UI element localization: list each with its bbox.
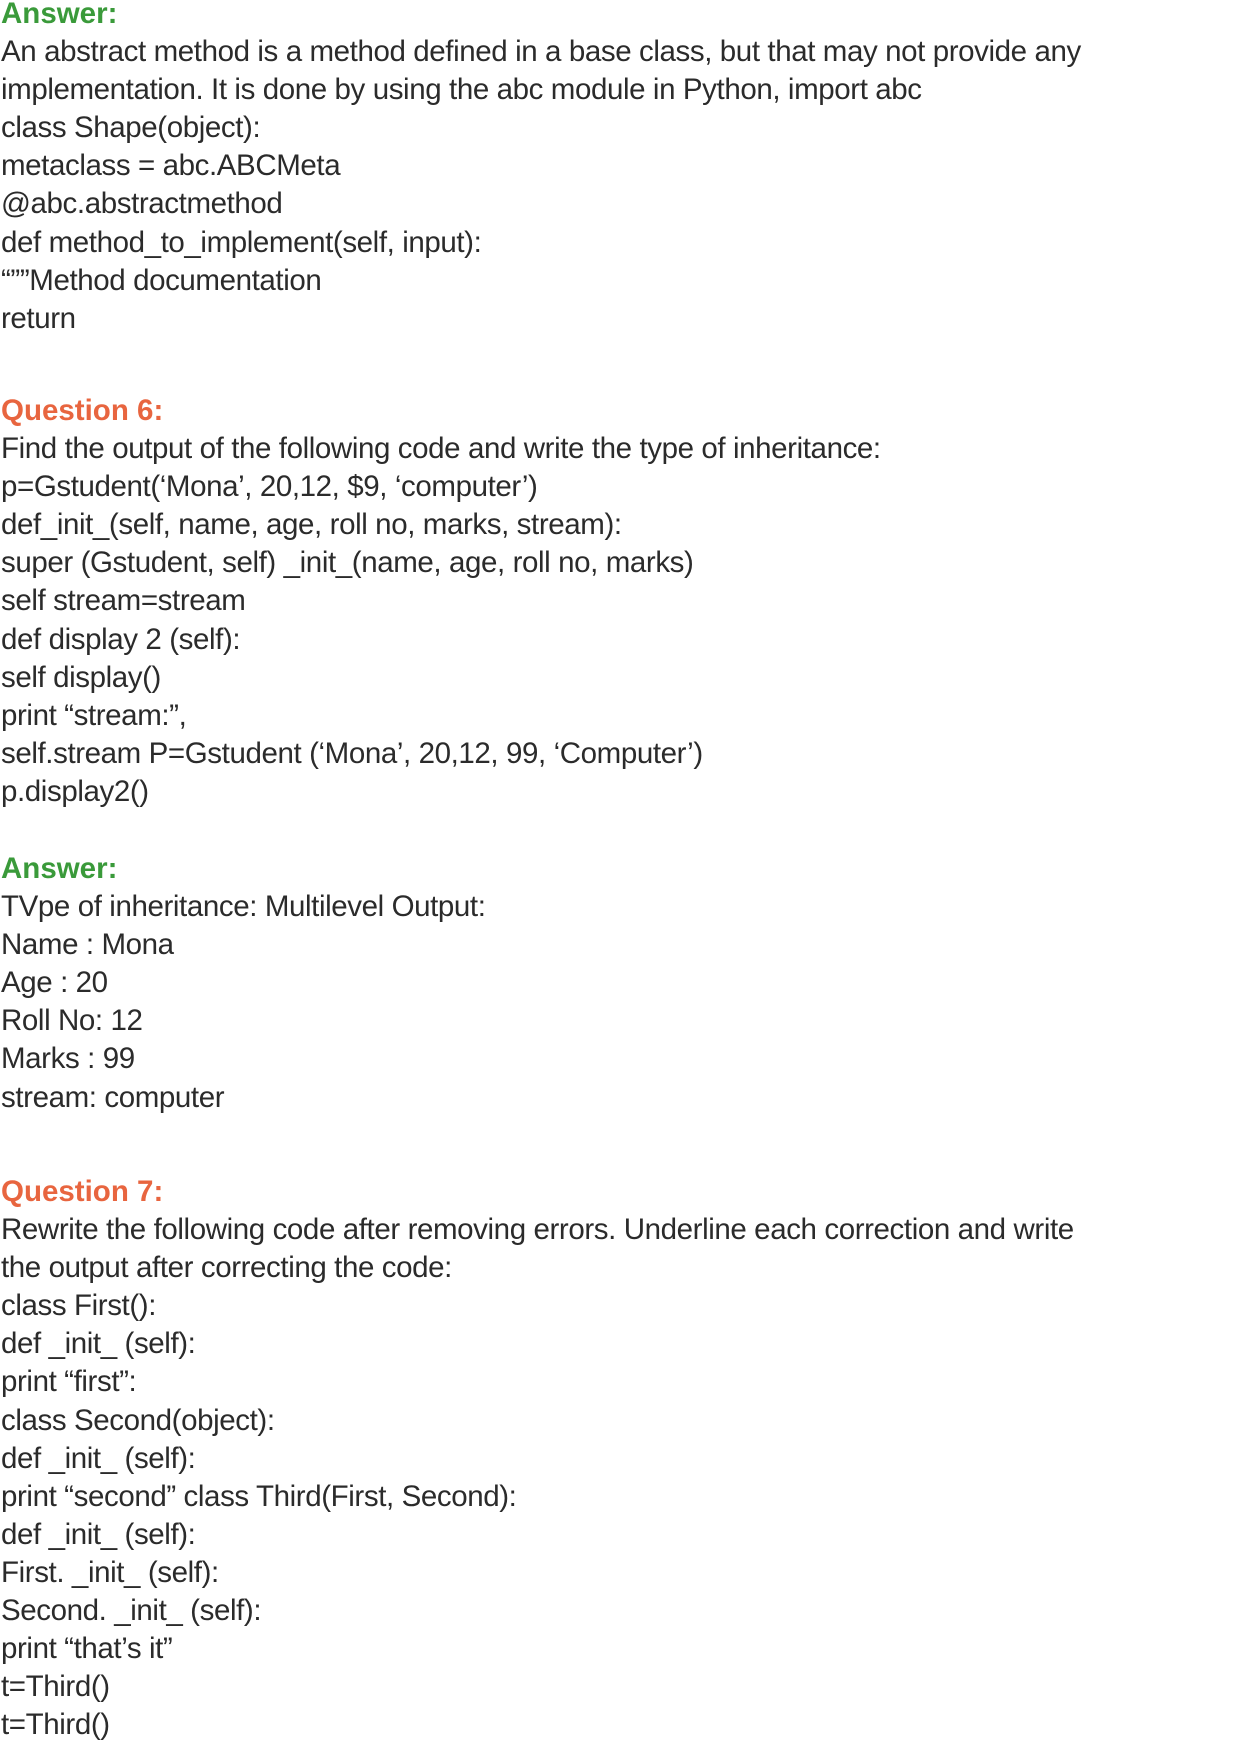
text-line: print “second” class Third(First, Second): xyxy=(1,1479,517,1513)
text-line: class First(): xyxy=(1,1289,156,1323)
text-line: First. _init_ (self): xyxy=(1,1555,219,1589)
text-line: print “stream:”, xyxy=(1,698,187,732)
text-line: implementation. It is done by using the abc module in Python, import abc xyxy=(1,73,922,107)
question-6-section xyxy=(1,392,1258,811)
text-line: class Second(object): xyxy=(1,1403,275,1437)
question-heading: Question 6: xyxy=(1,394,164,427)
text-line: Rewrite the following code after removing errors. Underline each correction and write xyxy=(1,1213,1074,1247)
text-line: An abstract method is a method defined in a base class, but that may not provide any xyxy=(1,35,1081,69)
text-line: super (Gstudent, self) _init_(name, age, roll no, marks) xyxy=(1,546,694,580)
text-line: def method_to_implement(self, input): xyxy=(1,225,482,259)
text-line: def_init_(self, name, age, roll no, marks, stream): xyxy=(1,508,622,542)
text-line: metaclass = abc.ABCMeta xyxy=(1,149,341,183)
text-line: self stream=stream xyxy=(1,584,246,618)
text-line: def display 2 (self): xyxy=(1,622,241,656)
text-line: “””Method documentation xyxy=(1,263,322,297)
text-line: p=Gstudent(‘Mona’, 20,12, $9, ‘computer’) xyxy=(1,470,538,504)
text-line: print “that’s it” xyxy=(1,1632,173,1666)
question-7-section xyxy=(1,1173,1258,1744)
text-line: @abc.abstractmethod xyxy=(1,187,283,221)
text-line: Find the output of the following code and write the type of inheritance: xyxy=(1,432,881,466)
text-line: def _init_ (self): xyxy=(1,1327,196,1361)
text-line: stream: computer xyxy=(1,1080,225,1114)
text-line: TVpe of inheritance: Multilevel Output: xyxy=(1,890,486,924)
text-line: print “first”: xyxy=(1,1365,137,1399)
text-line: return xyxy=(1,301,76,335)
text-line: def _init_ (self): xyxy=(1,1517,196,1551)
text-line: t=Third() xyxy=(1,1708,110,1742)
text-line: def _init_ (self): xyxy=(1,1441,196,1475)
answer-6-section xyxy=(1,850,1258,1117)
text-line: self display() xyxy=(1,660,161,694)
question-heading: Question 7: xyxy=(1,1175,164,1208)
answer-heading: Answer: xyxy=(1,852,118,885)
answer-5-section xyxy=(1,0,1258,338)
text-line: self.stream P=Gstudent (‘Mona’, 20,12, 99, ‘Computer’) xyxy=(1,736,703,770)
text-line: t=Third() xyxy=(1,1670,110,1704)
text-line: the output after correcting the code: xyxy=(1,1251,452,1285)
text-line: Name : Mona xyxy=(1,928,174,962)
text-line: Age : 20 xyxy=(1,966,108,1000)
text-line: p.display2() xyxy=(1,774,149,808)
text-line: Roll No: 12 xyxy=(1,1004,143,1038)
text-line: Marks : 99 xyxy=(1,1042,135,1076)
text-line: Second. _init_ (self): xyxy=(1,1594,262,1628)
text-line: class Shape(object): xyxy=(1,111,261,145)
answer-heading: Answer: xyxy=(1,0,118,30)
